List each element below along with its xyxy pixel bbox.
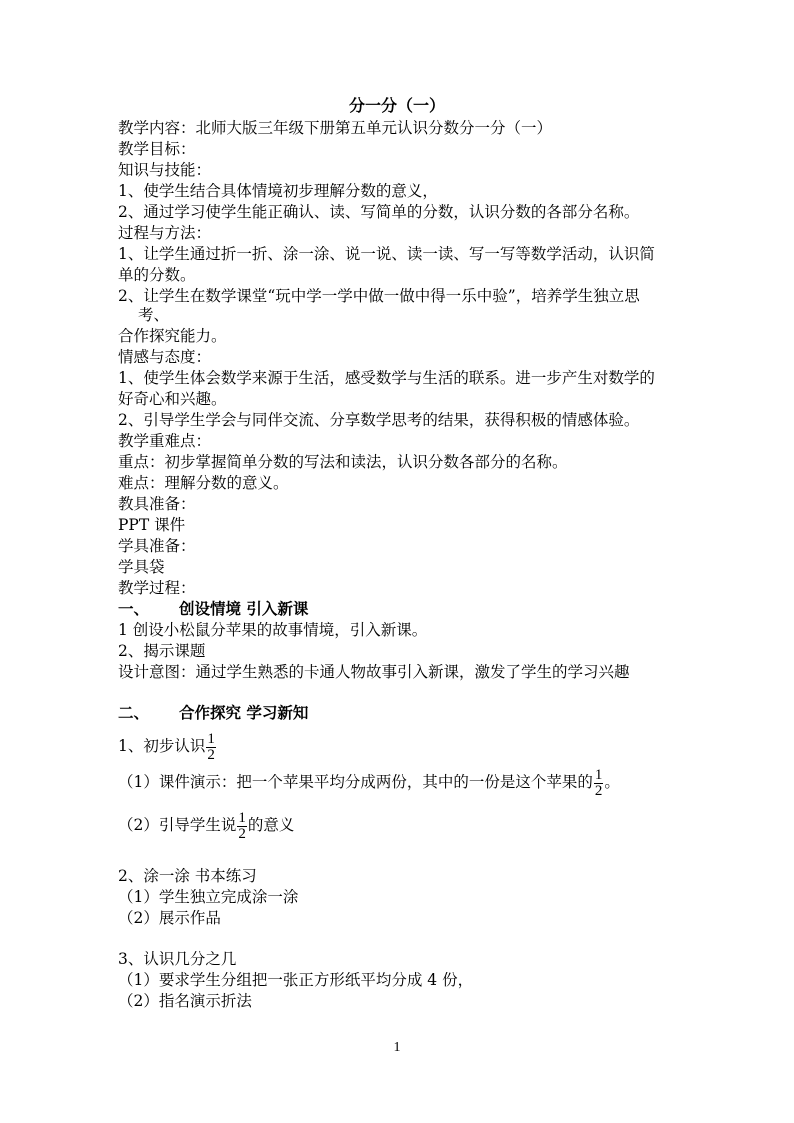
text-line: 2、让学生在数学课堂“玩中学一学中做一做中得一乐中验”，培养学生独立思 [118, 287, 640, 305]
text-line: 教具准备： [118, 495, 196, 513]
text-line: 过程与方法： [118, 224, 212, 242]
item-text-end: 。 [604, 773, 620, 791]
text-line: 1、使学生结合具体情境初步理解分数的意义， [118, 182, 438, 200]
text-line: 单的分数。 [118, 266, 196, 284]
text-line: 3、认识几分之几 [118, 950, 237, 968]
fraction [206, 732, 216, 763]
text-line: （1）学生独立完成涂一涂 [118, 888, 299, 906]
text-line: 难点：理解分数的意义。 [118, 474, 289, 492]
text-line: 2、引导学生学会与同伴交流、分享数学思考的结果，获得积极的情感体验。 [118, 411, 640, 429]
text-line-with-fraction [118, 726, 217, 766]
text-line: 知识与技能： [118, 161, 212, 179]
page-number: 1 [393, 1040, 401, 1055]
fraction [237, 811, 247, 842]
fraction-denominator: 2 [594, 782, 603, 799]
fraction-numerator: 1 [207, 730, 215, 747]
item-text-end: 的意义 [247, 816, 295, 834]
text-line: 好奇心和兴趣。 [118, 390, 227, 408]
text-line-with-fraction [118, 805, 294, 845]
text-line: 教学目标： [118, 140, 196, 158]
text-line: 1、使学生体会数学来源于生活，感受数学与生活的联系。进一步产生对数学的 [118, 369, 655, 387]
text-line: 合作探究能力。 [118, 327, 227, 345]
text-line: 考、 [138, 306, 170, 324]
text-line: 设计意图：通过学生熟悉的卡通人物故事引入新课，激发了学生的学习兴趣 [118, 663, 630, 681]
section-title: 创设情境 引入新课 [179, 599, 309, 618]
text-line-with-fraction [118, 762, 620, 802]
text-line: 1、让学生通过折一折、涂一涂、说一说、读一读、写一写等数学活动，认识简 [118, 245, 655, 263]
fraction-denominator: 2 [238, 825, 246, 842]
item-text: （1）课件演示：把一个苹果平均分成两份，其中的一份是这个苹果的 [118, 773, 593, 791]
text-line: （2）展示作品 [118, 909, 221, 927]
text-line: PPT 课件 [118, 516, 186, 534]
text-line: 2、揭示课题 [118, 642, 206, 660]
text-line: 教学过程： [118, 579, 196, 597]
text-line: 教学重难点： [118, 432, 212, 450]
fraction-numerator: 1 [594, 766, 603, 783]
section-heading-1 [118, 599, 308, 619]
text-line: （1）要求学生分组把一张正方形纸平均分成 4 份， [118, 971, 474, 989]
text-line: 重点：初步掌握简单分数的写法和读法，认识分数各部分的名称。 [118, 453, 568, 471]
text-line: 学具准备： [118, 537, 196, 555]
text-line: 2、涂一涂 书本练习 [118, 867, 257, 885]
section-number: 二、 [118, 703, 150, 722]
text-line: （2）指名演示折法 [118, 992, 252, 1010]
item-text: 1、初步认识 [118, 737, 206, 755]
item-text: （2）引导学生说 [118, 816, 237, 834]
section-heading-2 [118, 703, 308, 723]
fraction [594, 768, 604, 799]
text-line: 2、通过学习使学生能正确认、读、写简单的分数，认识分数的各部分名称。 [118, 203, 640, 221]
text-line: 情感与态度： [118, 348, 212, 366]
fraction-denominator: 2 [207, 746, 215, 763]
section-title: 合作探究 学习新知 [179, 703, 309, 722]
page-title: 分一分（一） [348, 96, 445, 115]
text-line: 1 创设小松鼠分苹果的故事情境，引入新课。 [118, 621, 428, 639]
text-line: 学具袋 [118, 558, 165, 576]
fraction-numerator: 1 [238, 809, 246, 826]
section-number: 一、 [118, 599, 150, 618]
text-line: 教学内容：北师大版三年级下册第五单元认识分数分一分（一） [118, 119, 553, 137]
